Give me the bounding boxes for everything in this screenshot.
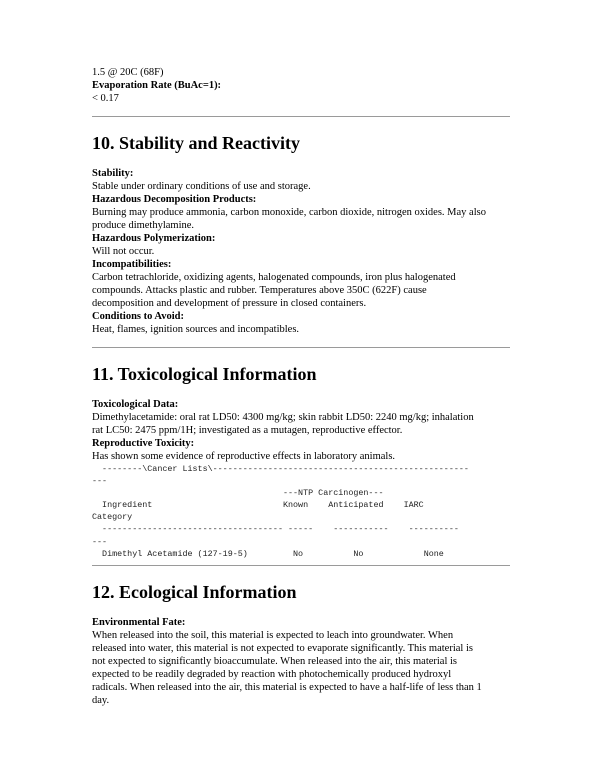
environmental-fate-text-line: radicals. When released into the air, this material is expected to have a half-life of less than 1	[92, 681, 482, 693]
decomposition-text-line: produce dimethylamine.	[92, 220, 195, 231]
incompatibilities-text-line: Carbon tetrachloride, oxidizing agents, halogenated compounds, iron plus halogenated	[92, 272, 456, 283]
incompatibilities-label: Incompatibilities:	[92, 259, 172, 270]
section-11-heading: 11. Toxicological Information	[92, 364, 317, 384]
environmental-fate-label: Environmental Fate:	[92, 616, 186, 628]
section-12-heading: 12. Ecological Information	[92, 581, 297, 602]
environmental-fate-text-line: not expected to significantly bioaccumulate. When released into the air, this material is	[92, 655, 458, 667]
section-10-heading: 10. Stability and Reactivity	[92, 133, 301, 153]
environmental-fate-text-line: released into water, this material is not expected to evaporate significantly. This material is	[92, 642, 473, 654]
toxicological-data-label: Toxicological Data:	[92, 399, 179, 410]
reproductive-toxicity-label: Reproductive Toxicity:	[92, 438, 195, 449]
decomposition-text-line: Burning may produce ammonia, carbon monoxide, carbon dioxide, nitrogen oxides. May also	[92, 207, 486, 218]
toxicological-data-text-line: rat LC50: 2475 ppm/1H; investigated as a mutagen, reproductive effector.	[92, 425, 403, 436]
evaporation-rate-value: < 0.17	[92, 93, 119, 104]
incompatibilities-text-line: decomposition and development of pressure in closed containers.	[92, 298, 367, 309]
environmental-fate-text-line: day.	[92, 694, 110, 706]
reproductive-toxicity-text: Has shown some evidence of reproductive effects in laboratory animals.	[92, 451, 396, 462]
evaporation-rate-label: Evaporation Rate (BuAc=1):	[92, 80, 222, 91]
decomposition-label: Hazardous Decomposition Products:	[92, 194, 257, 205]
vapor-density-value: 1.5 @ 20C (68F)	[92, 67, 164, 78]
document-page	[92, 66, 510, 707]
conditions-to-avoid-text: Heat, flames, ignition sources and incompatibles.	[92, 324, 300, 335]
stability-text: Stable under ordinary conditions of use and storage.	[92, 181, 311, 192]
polymerization-text: Will not occur.	[92, 246, 155, 257]
incompatibilities-text-line: compounds. Attacks plastic and rubber. Temperatures above 350C (622F) cause	[92, 285, 427, 296]
cancer-lists-table: --------\Cancer Lists\--------------------------------------------------- --- ---NTP Carcinogen--- Ingredient Known Anticipated IARC Category ------------------------------------ ----- ----------- ---------- --- Dimethyl Acetamide (127-19-5) No No None	[92, 464, 469, 559]
stability-label: Stability:	[92, 168, 134, 179]
polymerization-label: Hazardous Polymerization:	[92, 233, 216, 244]
toxicological-data-text-line: Dimethylacetamide: oral rat LD50: 4300 mg/kg; skin rabbit LD50: 2240 mg/kg; inhalation	[92, 412, 474, 423]
conditions-to-avoid-label: Conditions to Avoid:	[92, 311, 184, 322]
environmental-fate-text-line: expected to be readily degraded by reaction with photochemically produced hydroxyl	[92, 668, 452, 680]
environmental-fate-text-line: When released into the soil, this material is expected to leach into groundwater. When	[92, 629, 454, 641]
